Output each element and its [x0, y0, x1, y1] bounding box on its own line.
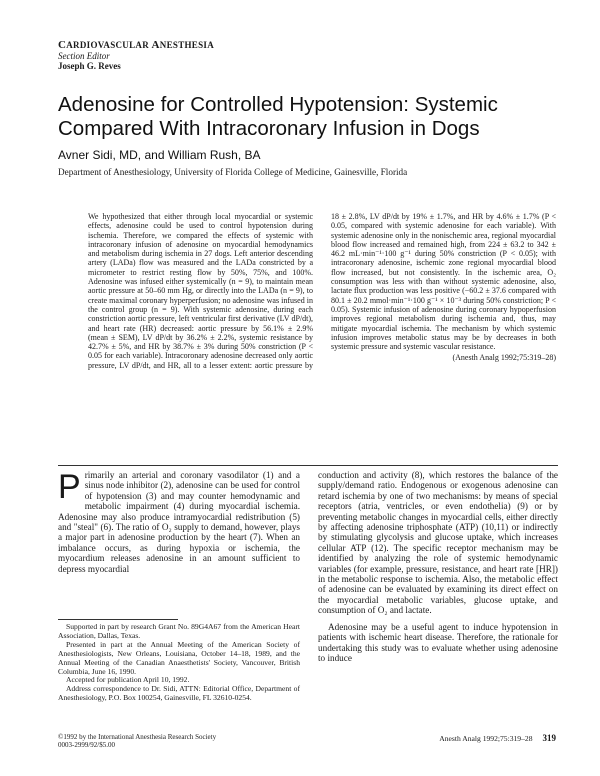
body-right-paragraph-1: conduction and activity (8), which restores the balance of the supply/demand ratio. Endogenous or exogenous adenosine can retard ischemia by one of two mechanisms: by means of special receptors (atria, ventricles, or even endothelia) (9) or by preventing metabolic changes in myocardial cells, either directly by affecting adenosine triphosphate (ATP) (10,11) or indirectly by stimulating glycolysis and glucose uptake, which increases cellular ATP (12). The specific receptor mechanism may be identified by analyzing the role of systemic hemodynamic variables (for example, pressure, resistance, and heart rate [HR]) in the metabolic response to ischemia. Also, the metabolic effect of adenosine can be evaluated by examining its direct effect on the myocardial metabolic variables, glucose uptake, and consumption of O₂ and lactate. [318, 470, 558, 616]
body-left-text: rimarily an arterial and coronary vasodilator (1) and a sinus node inhibitor (2), adenosine can be used for control of hypotension (3) and may counter hemodynamic and metabolic impairment (4) during myocardial ischemia. Adenosine may also produce intramyocardial redistribution (5) and "steal" (6). The ratio of O₂ supply to demand, however, plays a major part in adenosine production by the heart (7). When an imbalance occurs, as during hypoxia or ischemia, the myocardium releases adenosine in an amount sufficient to depress myocardial [58, 470, 300, 574]
article-authors: Avner Sidi, MD, and William Rush, BA [58, 148, 261, 162]
section-editor-role: Section Editor [58, 50, 110, 61]
footnote: Address correspondence to Dr. Sidi, ATTN: Editorial Office, Department of Anesthesiology, P.O. Box 100254, Gainesville, FL 32610-0254. [58, 684, 300, 703]
section-title-cap2: A [151, 39, 160, 51]
footnote: Supported in part by research Grant No. 89G4A67 from the American Heart Association, Dallas, Texas. [58, 622, 300, 640]
body-column-left [58, 470, 300, 574]
price-code: 0003-2999/92/$5.00 [58, 741, 115, 749]
drop-cap: P [58, 468, 81, 506]
abstract-text: We hypothesized that either through local myocardial or systemic effects, adenosine could be used to control hypotension during ischemia. Therefore, we compared the effects of systemic with intracoronary infusion of adenosine on myocardial hemodynamics and metabolism during ischemia in 27 dogs. Left anterior descending artery (LADa) flow was measured and the LADa constricted by a micrometer to restrict resting flow by 50%, 75%, and 100%. Adenosine was infused either systemically (n = 9), to maintain mean aortic pressure at 50–60 mm Hg, or directly into the LADa (n = 9), to create maximal coronary hyperperfusion; no adenosine was infused in the control group (n = 9). With systemic adenosine, during each constriction aortic pressure, left ventricular first derivative (LV dP/dt), and heart rate (HR) decreased: aortic pressure by 56.1% ± 2.9% (mean ± SEM), LV dP/dt by 36.2% ± 2.2%, systemic resistance by 42.7% ± 5%, and HR by 38.7% ± 3% during 50% constriction (P < 0.05 for each variable). Intracoronary adenosine decreased only aortic pressure, LV dP/dt, and HR, all to a lesser extent: aortic pressure by 18 ± 2.8%, LV dP/dt by 19% ± 1.7%, and HR by 4.6% ± 1.7% (P < 0.05, compared with systemic adenosine for each variable). With systemic adenosine only in the nonischemic area, regional myocardial blood flow increased and remained high, from 224 ± 63.2 to 342 ± 46.2 mL·min⁻¹·100 g⁻¹ during 50% constriction (P < 0.05); with intracoronary adenosine, ischemic zone regional myocardial blood flow increased, but not consistently. In the ischemic area, O₂ consumption was less with than without systemic adenosine, also, lactate flux production was less positive (−60.2 ± 37.6 compared with 80.1 ± 20.2 mmol·min⁻¹·100 g⁻¹ × 10⁻³ during 50% constriction; P < 0.05). Systemic infusion of adenosine during coronary hypoperfusion improves regional metabolism during ischemia and, thus, may mitigate myocardial ischemia. The mechanism by which systemic infusion improves metabolic status may be by decreases in both systemic pressure and systemic vascular resistance. [88, 212, 556, 370]
section-editor-name: Joseph G. Reves [58, 61, 121, 71]
abstract-citation: (Anesth Analg 1992;75:319–28) [452, 353, 556, 363]
body-right-paragraph-2: Adenosine may be a useful agent to induce hypotension in patients with ischemic heart disease. Therefore, the rationale for undertaking this study was to evaluate whether using adenosine to induce [318, 621, 558, 663]
journal-footer [400, 733, 556, 743]
section-title-part2: NESTHESIA [159, 40, 215, 50]
section-divider [58, 465, 558, 466]
section-title [58, 40, 214, 51]
abstract [88, 212, 556, 370]
page-number: 319 [542, 733, 556, 743]
section-header [58, 40, 214, 72]
section-title-cap1: C [58, 39, 67, 51]
article-affiliation: Department of Anesthesiology, University of Florida College of Medicine, Gainesville, Florida [58, 167, 408, 177]
copyright-block [58, 733, 216, 749]
footnote: Accepted for publication April 10, 1992. [66, 675, 190, 685]
section-title-part1: ARDIOVASCULAR [66, 40, 152, 50]
footnote-divider [58, 619, 178, 620]
footnote: Presented in part at the Annual Meeting of the American Society of Anesthesiologists, New Orleans, Louisiana, October 14–18, 1989, and the Annual Meeting of the Canadian Anaesthetists' Society, Vancouver, British Columbia, June 16, 1990. [58, 639, 300, 676]
footnotes [58, 623, 300, 703]
journal-citation: Anesth Analg 1992;75:319–28 [439, 734, 533, 743]
article-title: Adenosine for Controlled Hypotension: Systemic Compared With Intracoronary Infusion in Dogs [58, 93, 498, 140]
body-column-right [318, 470, 558, 669]
copyright-line: ©1992 by the International Anesthesia Research Society [58, 733, 217, 741]
